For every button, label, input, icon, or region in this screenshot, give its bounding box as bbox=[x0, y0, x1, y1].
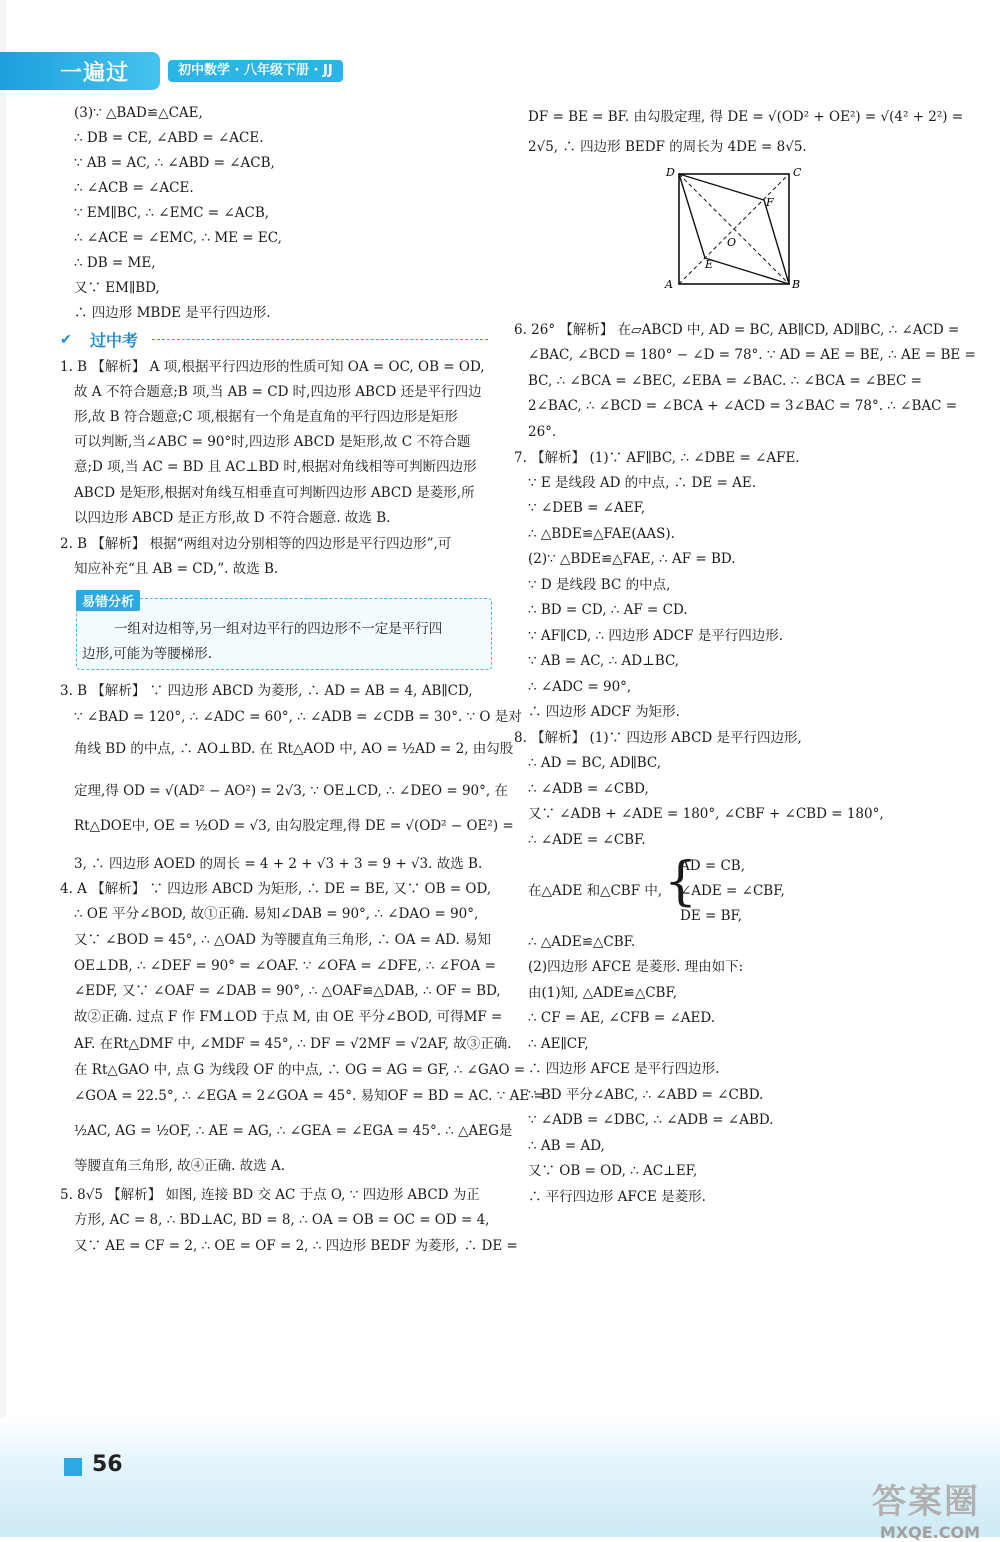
answer-line: 故②正确. 过点 F 作 FM⊥OD 于点 M, 由 OE 平分∠BOD, 可得MF = bbox=[74, 1009, 503, 1025]
system-prefix: 在△ADE 和△CBF 中, bbox=[528, 883, 663, 899]
answer-line: ∠GOA = 22.5°, ∴ ∠EGA = 2∠GOA = 45°. 易知OF = BD = AC. ∵ AE = bbox=[74, 1088, 545, 1104]
answer-line: 3. B 【解析】 ∵ 四边形 ABCD 为菱形, ∴ AD = AB = 4, AB∥CD, bbox=[60, 683, 473, 699]
answer-line: BC, ∴ ∠BCA = ∠BEC, ∠EBA = ∠BAC. ∴ ∠BCA = ∠BEC = bbox=[528, 373, 922, 389]
answer-line: 4. A 【解析】 ∵ 四边形 ABCD 为矩形, ∴ DE = BE, 又∵ OB = OD, bbox=[60, 881, 492, 897]
answer-line: ∴ △ADE≌△CBF. bbox=[528, 934, 636, 950]
answer-line: ∴ 四边形 ADCF 为矩形. bbox=[528, 704, 680, 720]
figure-label: A bbox=[665, 278, 673, 291]
figure-label: C bbox=[793, 166, 802, 179]
square-figure bbox=[660, 162, 810, 294]
answer-line: 方形, AC = 8, ∴ BD⊥AC, BD = 8, ∴ OA = OB = OC = OD = 4, bbox=[74, 1212, 490, 1228]
answer-line: ∴ ∠ADE = ∠CBF. bbox=[528, 832, 646, 848]
answer-line: 角线 BD 的中点, ∴ AO⊥BD. 在 Rt△AOD 中, AO = ½AD = 2, 由勾股 bbox=[74, 741, 514, 757]
book-tag: 初中数学 · 八年级下册 · JJ bbox=[168, 60, 343, 82]
answer-line: ∵ D 是线段 BC 的中点, bbox=[528, 577, 671, 593]
answer-line: 2∠BAC, ∴ ∠BCD = ∠BCA + ∠ACD = 3∠BAC = 78°. ∴ ∠BAC = bbox=[528, 398, 958, 414]
answer-line: ∵ ∠DEB = ∠AEF, bbox=[528, 500, 646, 516]
section-title: 过中考 bbox=[90, 331, 139, 350]
answer-line: ∵ BD 平分∠ABC, ∴ ∠ABD = ∠CBD. bbox=[528, 1087, 764, 1103]
watermark-main: 答案圈 bbox=[872, 1482, 980, 1522]
answer-line: AF. 在Rt△DMF 中, ∠MDF = 45°, ∴ DF = √2MF = √2AF, 故③正确. bbox=[74, 1036, 512, 1052]
figure-label: B bbox=[792, 278, 801, 291]
text-line: 又∵ EM∥BD, bbox=[74, 280, 160, 296]
check-wave-icon: ✔︎ bbox=[60, 332, 72, 348]
answer-line: ∴ 平行四边形 AFCE 是菱形. bbox=[528, 1189, 706, 1205]
answer-line: (2)∵ △BDE≌△FAE, ∴ AF = BD. bbox=[528, 551, 736, 567]
answer-line: 以四边形 ABCD 是正方形,故 D 不符合题意. 故选 B. bbox=[74, 510, 391, 526]
answer-line: OE⊥DB, ∴ ∠DEF = 90° = ∠OAF. ∵ ∠OFA = ∠DFE, ∴ ∠FOA = bbox=[74, 958, 496, 974]
brand-logo-text: 一遍过 bbox=[60, 61, 130, 86]
answer-line: ∵ AB = AC, ∴ AD⊥BC, bbox=[528, 653, 680, 669]
answer-line: ∴ 四边形 AFCE 是平行四边形. bbox=[528, 1061, 720, 1077]
answer-line: ∴ CF = AE, ∠CFB = ∠AED. bbox=[528, 1010, 716, 1026]
error-analysis-line: 一组对边相等,另一组对边平行的四边形不一定是平行四 bbox=[114, 621, 443, 637]
answer-line: Rt△DOE中, OE = ½OD = √3, 由勾股定理,得 DE = √(OD² − OE²) = bbox=[74, 818, 514, 834]
answer-line: 5. 8√5 【解析】 如图, 连接 BD 交 AC 于点 O, ∵ 四边形 ABCD 为正 bbox=[60, 1187, 480, 1203]
answer-line: 7. 【解析】 (1)∵ AF∥BC, ∴ ∠DBE = ∠AFE. bbox=[514, 450, 800, 466]
system-line: AD = CB, bbox=[680, 858, 746, 874]
error-analysis-line: 边形,可能为等腰梯形. bbox=[82, 646, 213, 662]
answer-line: ∴ AB = AD, bbox=[528, 1138, 605, 1154]
text-line: ∴ ∠ACE = ∠EMC, ∴ ME = EC, bbox=[74, 230, 282, 246]
answer-line: ∴ BD = CD, ∴ AF = CD. bbox=[528, 602, 688, 618]
section-divider bbox=[152, 339, 488, 340]
figure-label: D bbox=[666, 166, 675, 179]
answer-line: 形,故 B 符合题意;C 项,根据有一个角是直角的平行四边形是矩形 bbox=[74, 409, 458, 425]
answer-line: 又∵ AE = CF = 2, ∴ OE = OF = 2, ∴ 四边形 BEDF 为菱形, ∴ DE = bbox=[74, 1238, 518, 1254]
answer-line: 26°. bbox=[528, 424, 557, 440]
footer-background bbox=[0, 1418, 1000, 1537]
answer-line: 意;D 项,当 AC = BD 且 AC⊥BD 时,根据对角线相等可判断四边形 bbox=[74, 459, 477, 475]
page-number: 56 bbox=[92, 1452, 123, 1477]
answer-line: 又∵ OB = OD, ∴ AC⊥EF, bbox=[528, 1163, 698, 1179]
answer-line: 故 A 不符合题意;B 项,当 AB = CD 时,四边形 ABCD 还是平行四边 bbox=[74, 384, 482, 400]
answer-line: ∵ ∠ADB = ∠DBC, ∴ ∠ADB = ∠ABD. bbox=[528, 1112, 774, 1128]
page-marker-icon bbox=[64, 1458, 82, 1476]
figure-label: F bbox=[766, 196, 774, 209]
page-edge bbox=[0, 0, 6, 1537]
figure-label: O bbox=[727, 236, 737, 249]
answer-line: ∵ AF∥CD, ∴ 四边形 ADCF 是平行四边形. bbox=[528, 628, 784, 644]
answer-line: 8. 【解析】 (1)∵ 四边形 ABCD 是平行四边形, bbox=[514, 730, 802, 746]
answer-line: 又∵ ∠BOD = 45°, ∴ △OAD 为等腰直角三角形, ∴ OA = AD. 易知 bbox=[74, 932, 492, 948]
answer-line: ∴ AE∥CF, bbox=[528, 1036, 589, 1052]
answer-line: DF = BE = BF. 由勾股定理, 得 DE = √(OD² + OE²) = √(4² + 2²) = bbox=[528, 109, 964, 125]
brand-logo bbox=[0, 52, 160, 90]
answer-line: 2√5, ∴ 四边形 BEDF 的周长为 4DE = 8√5. bbox=[528, 139, 807, 155]
answer-line: 6. 26° 【解析】 在▱ABCD 中, AD = BC, AB∥CD, AD∥BC, ∴ ∠ACD = bbox=[514, 322, 960, 338]
error-analysis-tag: 易错分析 bbox=[76, 590, 140, 611]
answer-line: ABCD 是矩形,根据对角线互相垂直可判断四边形 ABCD 是菱形,所 bbox=[74, 485, 475, 501]
text-line: ∴ DB = CE, ∠ABD = ∠ACE. bbox=[74, 130, 264, 146]
text-line: ∴ ∠ACB = ∠ACE. bbox=[74, 180, 194, 196]
text-line: ∴ 四边形 MBDE 是平行四边形. bbox=[74, 305, 271, 321]
figure-label: E bbox=[705, 258, 714, 271]
answer-line: ∠BAC, ∠BCD = 180° − ∠D = 78°. ∵ AD = AE = BE, ∴ AE = BE = bbox=[528, 347, 976, 363]
answer-line: ∵ ∠BAD = 120°, ∴ ∠ADC = 60°, ∴ ∠ADB = ∠CDB = 30°. ∵ O 是对 bbox=[74, 709, 522, 725]
answer-line: 又∵ ∠ADB + ∠ADE = 180°, ∠CBF + ∠CBD = 180°, bbox=[528, 806, 884, 822]
system-brace: { bbox=[664, 852, 698, 912]
answer-line: ∴ ∠ADB = ∠CBD, bbox=[528, 781, 649, 797]
answer-line: 1. B 【解析】 A 项,根据平行四边形的性质可知 OA = OC, OB = OD, bbox=[60, 359, 485, 375]
answer-line: 等腰直角三角形, 故④正确. 故选 A. bbox=[74, 1158, 285, 1174]
section-header bbox=[60, 326, 496, 350]
watermark bbox=[872, 1474, 980, 1542]
system-line: DE = BF, bbox=[680, 908, 743, 924]
answer-line: ∴ ∠ADC = 90°, bbox=[528, 679, 632, 695]
answer-line: (2)四边形 AFCE 是菱形. 理由如下: bbox=[528, 959, 744, 975]
answer-line: 由(1)知, △ADE≌△CBF, bbox=[528, 985, 678, 1001]
answer-line: ∴ OE 平分∠BOD, 故①正确. 易知∠DAB = 90°, ∴ ∠DAO = 90°, bbox=[74, 906, 479, 922]
answer-line: 定理,得 OD = √(AD² − AO²) = 2√3, ∵ OE⊥CD, ∴ ∠DEO = 90°, 在 bbox=[74, 783, 508, 799]
text-line: ∵ AB = AC, ∴ ∠ABD = ∠ACB, bbox=[74, 155, 275, 171]
answer-line: ∵ E 是线段 AD 的中点, ∴ DE = AE. bbox=[528, 475, 757, 491]
text-line: (3)∵ △BAD≌△CAE, bbox=[74, 105, 203, 121]
answer-line: ∠EDF, 又∵ ∠OAF = ∠DAB = 90°, ∴ △OAF≌△DAB, ∴ OF = BD, bbox=[74, 983, 501, 999]
answer-line: ∴ AD = BC, AD∥BC, bbox=[528, 755, 662, 771]
answer-line: ½AC, AG = ½OF, ∴ AE = AG, ∴ ∠GEA = ∠EGA = 45°. ∴ △AEG是 bbox=[74, 1123, 513, 1139]
answer-line: 可以判断,当∠ABC = 90°时,四边形 ABCD 是矩形,故 C 不符合题 bbox=[74, 434, 471, 450]
answer-line: ∴ △BDE≌△FAE(AAS). bbox=[528, 526, 675, 542]
system-line: ∠ADE = ∠CBF, bbox=[680, 883, 785, 899]
answer-line: 2. B 【解析】 根据“两组对边分别相等的四边形是平行四边形”,可 bbox=[60, 536, 452, 552]
answer-line: 3, ∴ 四边形 AOED 的周长 = 4 + 2 + √3 + 3 = 9 + √3. 故选 B. bbox=[74, 856, 483, 872]
text-line: ∴ DB = ME, bbox=[74, 255, 156, 271]
watermark-url: MXQE.COM bbox=[879, 1523, 980, 1542]
answer-line: 知应补充“且 AB = CD,”. 故选 B. bbox=[74, 561, 279, 577]
answer-line: 在 Rt△GAO 中, 点 G 为线段 OF 的中点, ∴ OG = AG = GF, ∴ ∠GAO = bbox=[74, 1062, 526, 1078]
text-line: ∵ EM∥BC, ∴ ∠EMC = ∠ACB, bbox=[74, 205, 270, 221]
